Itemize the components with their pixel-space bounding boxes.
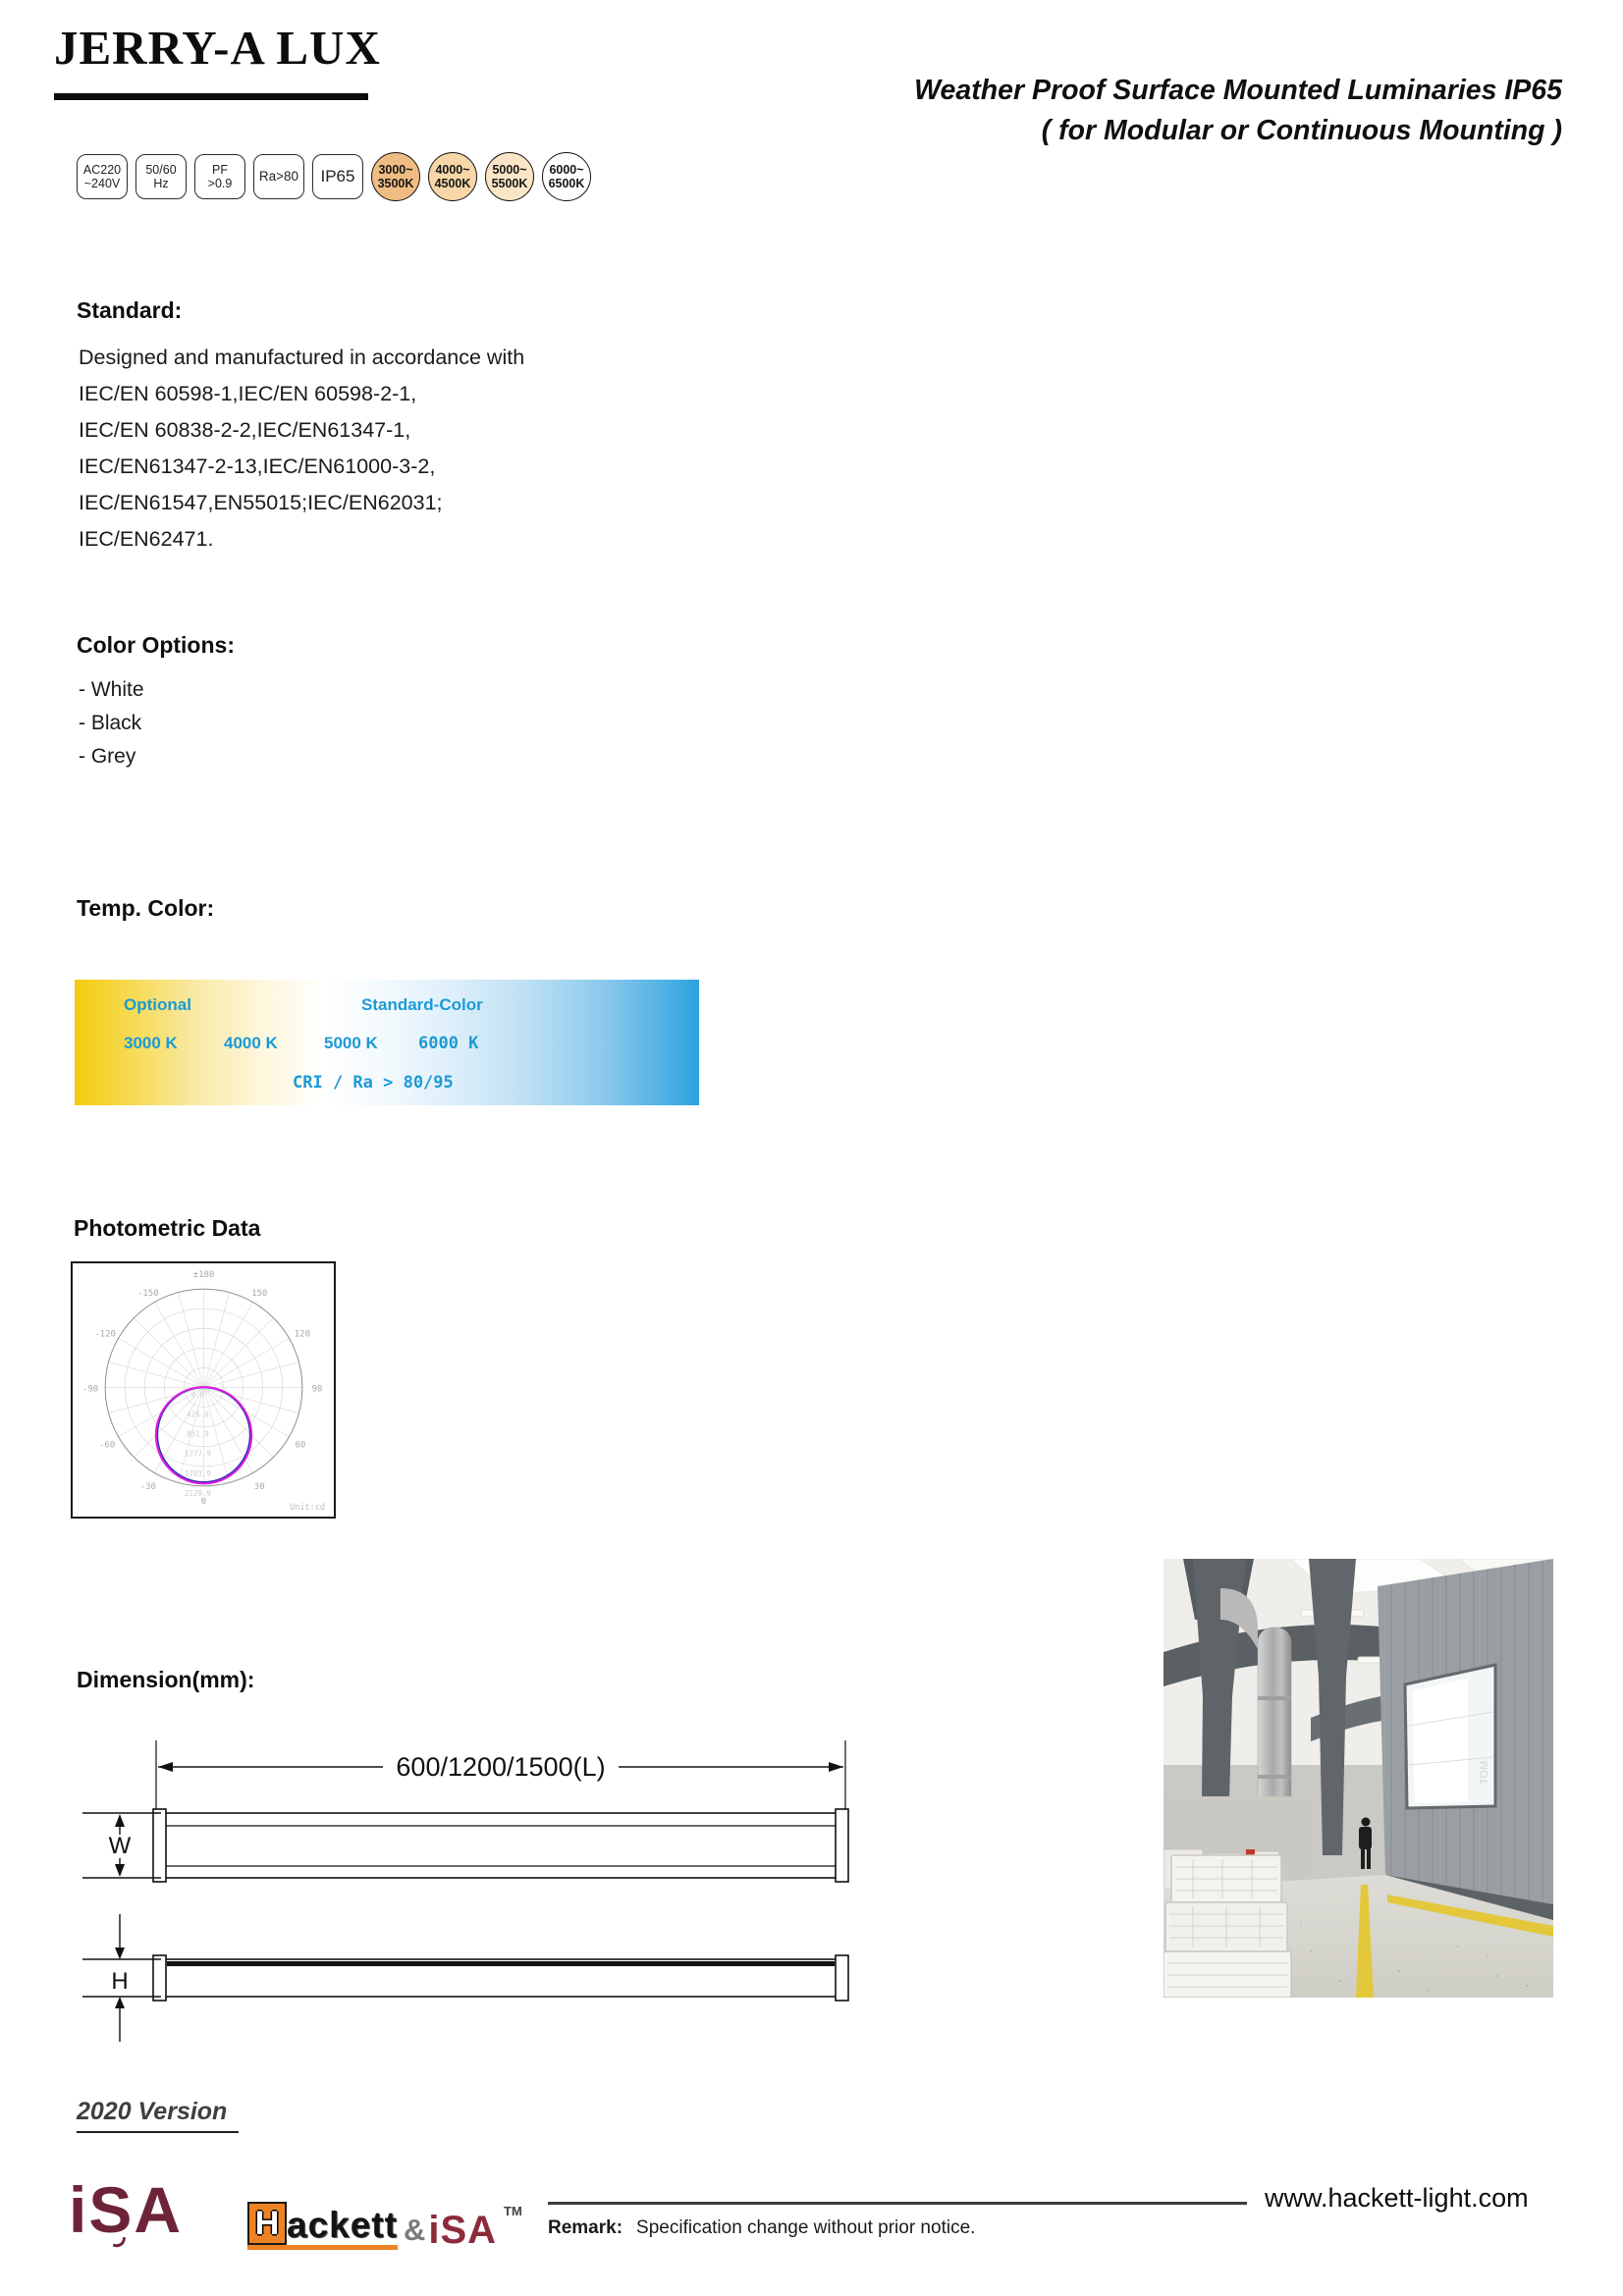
ampersand: & — [403, 2213, 426, 2247]
badge-ip65 — [312, 154, 363, 199]
color-options-heading: Color Options: — [77, 632, 235, 658]
badge-cct-5000 — [485, 152, 534, 201]
angle-label-120: 120 — [294, 1329, 311, 1340]
temp-3000k-label: 3000 K — [124, 1034, 178, 1052]
dimension-heading: Dimension(mm): — [77, 1667, 255, 1692]
temp-4000k-label: 4000 K — [224, 1034, 278, 1052]
version-label: 2020 Version — [77, 2098, 239, 2133]
hackett-letters: ackett — [287, 2205, 398, 2245]
badge-pf-line1: PF — [212, 163, 228, 177]
fixture-top-view — [165, 1813, 837, 1878]
angle-label-n120: -120 — [94, 1329, 116, 1340]
angle-label-0: 0 — [200, 1496, 207, 1507]
badge-frequency — [135, 154, 187, 199]
width-label: W — [108, 1833, 132, 1859]
website-link[interactable]: www.hackett-light.com — [1265, 2183, 1529, 2213]
person-leg — [1361, 1848, 1365, 1869]
window-glow — [1413, 1679, 1468, 1803]
badge-cct-6000 — [542, 152, 591, 201]
standard-line: IEC/EN61547,EN55015;IEC/EN62031; — [79, 491, 443, 514]
hackett-wordmark — [247, 2202, 398, 2250]
hackett-isa-text: iSA — [428, 2209, 498, 2252]
angle-label-n60: -60 — [98, 1440, 116, 1451]
badge-cct-6000-line1: 6000~ — [549, 163, 584, 177]
ring-label-4: 1703.9 — [184, 1468, 212, 1478]
h-arrow-down — [115, 1948, 125, 1959]
end-cap-right — [836, 1809, 848, 1882]
h-arrow-up — [115, 1997, 125, 2008]
angle-label-180: ±180 — [192, 1270, 215, 1281]
angle-label-150: 150 — [251, 1289, 268, 1300]
color-option-white: - White — [79, 678, 144, 701]
color-option-black: - Black — [79, 712, 142, 734]
end-cap-left — [153, 1955, 166, 2001]
end-cap-left — [153, 1809, 166, 1882]
footer-divider-line — [548, 2202, 1247, 2205]
ring-label-1: 426.0 — [187, 1410, 209, 1419]
product-title — [914, 71, 1562, 151]
badge-pf-line2: >0.9 — [207, 177, 233, 190]
badge-cct-4000-line1: 4000~ — [435, 163, 470, 177]
isa-logo-text: iSA — [69, 2173, 184, 2246]
badge-frequency-line1: 50/60 — [145, 163, 177, 177]
product-title-line2: ( for Modular or Continuous Mounting ) — [1041, 115, 1562, 146]
temp-5000k-label: 5000 K — [324, 1034, 378, 1052]
ring-label-3: 1277.9 — [184, 1449, 212, 1459]
remark — [548, 2217, 975, 2239]
hackett-h-block: H — [247, 2202, 287, 2245]
badge-cct-5000-line1: 5000~ — [492, 163, 527, 177]
badge-power-factor — [194, 154, 245, 199]
height-label: H — [111, 1968, 129, 1995]
angle-label-30: 30 — [253, 1481, 265, 1492]
hackett-isa-logo — [247, 2199, 522, 2250]
badge-cct-4000-line2: 4500K — [434, 177, 471, 190]
badge-cct-3000-line1: 3000~ — [378, 163, 413, 177]
polar-chart-svg — [73, 1263, 334, 1517]
plastic-crates — [1163, 1855, 1291, 1998]
angle-label-n90: -90 — [81, 1384, 99, 1395]
temp-color-heading: Temp. Color: — [77, 895, 215, 921]
standard-line: Designed and manufactured in accordance with — [79, 346, 525, 369]
w-arrow-down — [115, 1864, 125, 1877]
color-options-list — [79, 673, 144, 774]
arrowhead-left — [158, 1762, 173, 1772]
fixture-side-top-strip — [167, 1961, 835, 1966]
person-head — [1362, 1818, 1371, 1827]
badge-voltage-line1: AC220 — [82, 163, 122, 177]
angle-label-n30: -30 — [139, 1481, 156, 1492]
ring-label-2: 851.9 — [187, 1429, 209, 1439]
factory-photo-illustration — [1163, 1559, 1553, 1998]
ring-label-5: 2129.9 — [184, 1488, 212, 1498]
standard-line: IEC/EN62471. — [79, 527, 214, 551]
badge-cri-label: Ra>80 — [258, 169, 299, 184]
standard-body — [79, 340, 524, 558]
remark-text: Specification change without prior notice. — [636, 2217, 976, 2238]
angle-label-n150: -150 — [136, 1289, 159, 1300]
arrowhead-right — [829, 1762, 843, 1772]
temp-cri-label: CRI / Ra > 80/95 — [293, 1073, 454, 1093]
badge-cct-4000 — [428, 152, 477, 201]
badge-ip65-label: IP65 — [320, 167, 355, 186]
angle-label-90: 90 — [311, 1384, 323, 1395]
dimension-drawing — [59, 1713, 943, 2052]
standard-line: IEC/EN 60598-1,IEC/EN 60598-2-1, — [79, 382, 417, 405]
standard-line: IEC/EN 60838-2-2,IEC/EN61347-1, — [79, 418, 411, 442]
badge-voltage-line2: ~240V — [83, 177, 121, 190]
person-body — [1359, 1827, 1372, 1849]
color-option-grey: - Grey — [79, 745, 136, 768]
product-title-line1: Weather Proof Surface Mounted Luminaries IP65 — [914, 75, 1562, 106]
badge-frequency-line2: Hz — [153, 177, 169, 190]
angle-label-60: 60 — [295, 1440, 306, 1451]
temp-optional-label: Optional — [124, 995, 191, 1014]
isa-logo — [69, 2173, 184, 2246]
standard-heading: Standard: — [77, 297, 183, 323]
glass-signage: TOM — [1479, 1760, 1490, 1785]
brand-title: JERRY-A LUX — [54, 21, 381, 75]
photometric-heading: Photometric Data — [74, 1215, 261, 1241]
badge-cct-5000-line2: 5500K — [491, 177, 528, 190]
temp-standard-label: Standard-Color — [361, 995, 483, 1014]
temp-6000k-label: 6000 K — [418, 1034, 479, 1053]
ring-label-0: 0.0 — [190, 1390, 205, 1400]
w-arrow-up — [115, 1814, 125, 1827]
badge-cct-3000-line2: 3500K — [377, 177, 414, 190]
badge-cct-3000 — [371, 152, 420, 201]
spec-badges — [77, 152, 591, 201]
end-cap-right — [836, 1955, 848, 2001]
unit-label: Unit:cd — [290, 1502, 325, 1513]
temp-color-gradient-bar — [75, 980, 699, 1105]
trademark-symbol: TM — [504, 2204, 522, 2218]
badge-cri — [253, 154, 304, 199]
remark-label: Remark: — [548, 2217, 623, 2238]
isa-logo-cedilla — [113, 2235, 127, 2249]
person-leg — [1367, 1848, 1371, 1869]
application-photo — [1163, 1559, 1553, 1998]
standard-line: IEC/EN61347-2-13,IEC/EN61000-3-2, — [79, 454, 436, 478]
duct-band — [1258, 1775, 1291, 1779]
photometric-polar-chart — [71, 1261, 336, 1519]
badge-cct-6000-line2: 6500K — [548, 177, 585, 190]
brand-underline — [54, 93, 368, 100]
badge-voltage — [77, 154, 128, 199]
duct-band — [1258, 1696, 1291, 1700]
length-label: 600/1200/1500(L) — [396, 1752, 606, 1782]
